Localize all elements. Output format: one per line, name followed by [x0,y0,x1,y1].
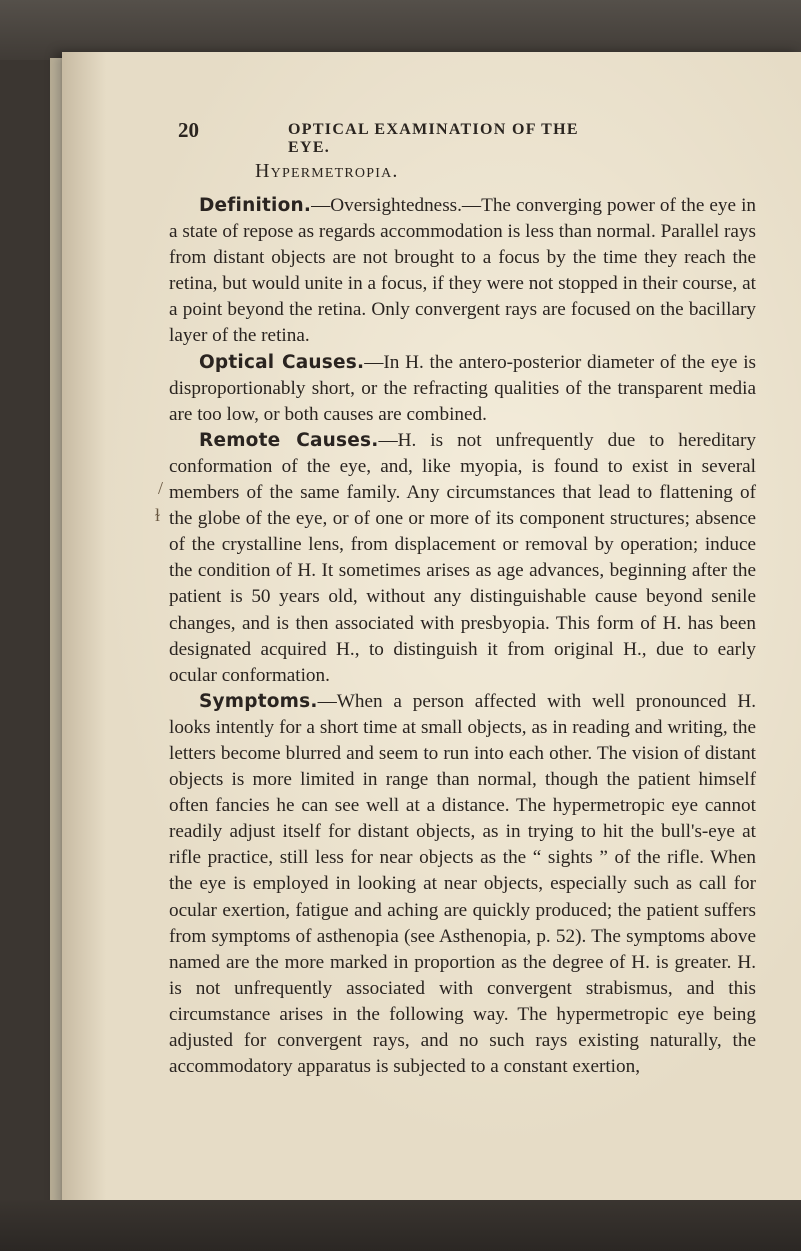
paragraph-heading: Optical Causes. [199,351,365,373]
paragraph-remote-causes [169,428,756,689]
paragraph-heading: Definition. [199,195,312,216]
page-header [178,118,618,156]
margin-pencil-mark: ɫ [155,505,161,525]
page-number: 20 [178,118,199,142]
paragraph-definition [169,193,756,350]
paragraph-text: —Oversightedness.—The converging power of the eye in a state of repose as regards accommodation is less than normal. Parallel rays from distant objects are not brought to a focus by the time they reach the retina, but would unite in a focus, if they were not stopped in their course, at a point beyond the retina. Only convergent rays are focused on the bacillary layer of the retina. [169,195,756,347]
background-bottom [0,1200,801,1251]
background-top [0,0,801,60]
paragraph-heading: Symptoms. [199,690,318,712]
paragraph-heading: Remote Causes. [199,429,379,451]
paragraph-symptoms [169,689,756,1080]
paragraph-optical-causes [169,350,756,428]
body-text [169,193,756,1080]
section-title: Hypermetropia. [255,160,399,182]
margin-pencil-mark: / [158,478,164,498]
running-head: OPTICAL EXAMINATION OF THE EYE. [288,121,579,156]
paragraph-text: —When a person affected with well pronounced H. looks intently for a short time at small objects, as in reading and writing, the letters become blurred and seem to run into each other. The vision of distant objects is more limited in range than normal, though the patient himself often fancies he can see well at a distance. The hypermetropic eye cannot readily adjust itself for distant objects, as in trying to hit the bull's-eye at rifle practice, still less for near objects as the “ sights ” of the rifle. When the eye is employed in looking at near objects, especially such as call for ocular exertion, fatigue and aching are quickly produced; the patient suffers from symptoms of asthenopia (see Asthenopia, p. 52). The symptoms above named are the more marked in proportion as the degree of H. is greater. H. is not unfrequently associated with convergent strabismus, and this circumstance arises in the following way. The hypermetropic eye being adjusted for convergent rays, and no such rays existing naturally, the accommodatory apparatus is subjected to a constant exertion, [169,690,756,1078]
paragraph-text: —In H. the antero-posterior diameter of the eye is disproportionably short, or the refracting qualities of the transparent media are too low, or both causes are combined. [169,351,756,425]
paragraph-text: —H. is not unfrequently due to hereditary conformation of the eye, and, like myopia, is found to exist in several members of the same family. Any circumstances that lead to flattening of the globe of the eye, or of one or more of its component structures; absence of the crystalline lens, from displacement or removal by operation; induce the condition of H. It sometimes arises as age advances, beginning after the patient is 50 years old, without any distinguishable cause beyond senile changes, and is then associated with presbyopia. This form of H. has been designated acquired H., to distinguish it from original H., due to early ocular conformation. [169,429,756,686]
